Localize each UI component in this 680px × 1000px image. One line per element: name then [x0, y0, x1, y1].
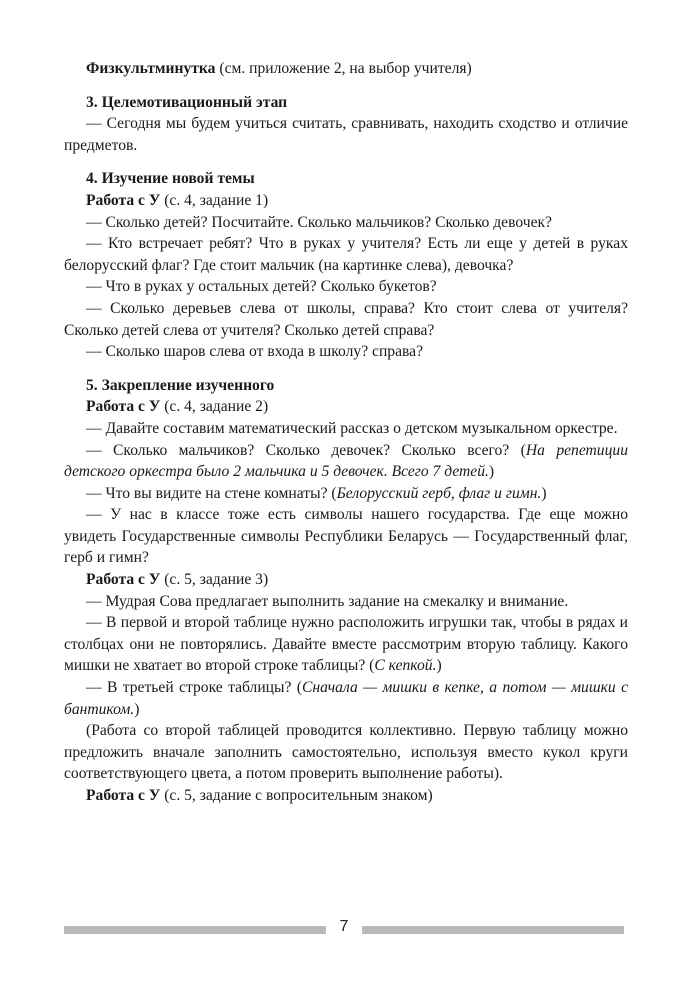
question-2: — Кто встречает ребят? Что в руках у учителя? Есть ли еще у детей в руках белорусский флаг? Где стоит мальчик (на картинке слева), девочка? [64, 235, 628, 274]
section-4-heading [64, 168, 628, 190]
question-1: — Сколько детей? Посчитайте. Сколько мальчиков? Сколько девочек? [86, 213, 552, 231]
section-3-text: — Сегодня мы будем учиться считать, сравнивать, находить сходство и отличие предметов. [64, 115, 628, 154]
question-6: — Давайте составим математический рассказ о детском музыкальном оркестре. [86, 419, 618, 437]
work-1-label: Работа с У [86, 191, 161, 209]
work-2-line [64, 396, 628, 418]
section-3-title: 3. Целемотивационный этап [86, 93, 288, 111]
question-5: — Сколько шаров слева от входа в школу? справа? [86, 343, 424, 361]
note-paragraph: (Работа со второй таблицей проводится коллективно. Первую таблицу можно предложить вначале заполнить самостоятельно, используя вместо кукол круги соответствующего цвета, а потом проверить выполнение работы). [64, 722, 628, 783]
phys-minute-line [64, 58, 628, 80]
question-12 [64, 677, 628, 720]
question-7 [64, 440, 628, 483]
question-4: — Сколько деревьев слева от школы, справа? Кто стоит слева от учителя? Сколько детей слева от учителя? Сколько детей справа? [64, 299, 628, 339]
work-1-line [64, 190, 628, 212]
question-12-close: ) [134, 700, 140, 718]
question-8-text: — Что вы видите на стене комнаты? ( [86, 484, 337, 502]
section-4-title: 4. Изучение новой темы [86, 170, 255, 188]
work-2-ref: (с. 4, задание 2) [160, 398, 269, 416]
section-3-heading [64, 92, 628, 114]
work-1-ref: (с. 4, задание 1) [160, 191, 269, 209]
question-12-text: — В третьей строке таблицы? ( [86, 679, 302, 697]
question-3: — Что в руках у остальных детей? Сколько букетов? [86, 278, 437, 296]
page-number: 7 [339, 918, 349, 935]
question-10: — Мудрая Сова предлагает выполнить задание на смекалку и внимание. [86, 592, 569, 610]
question-7-text: — Сколько мальчиков? Сколько девочек? Сколько всего? ( [86, 441, 526, 459]
question-8-answer: Белорусский герб, флаг и гимн. [336, 484, 542, 502]
question-11-answer: С кепкой. [374, 657, 437, 675]
work-2-label: Работа с У [86, 398, 161, 416]
question-11-close: ) [436, 657, 442, 675]
question-12-answer: Сначала — мишки в кепке, а потом — мишки с бантиком. [64, 679, 628, 718]
question-8-close: ) [541, 484, 547, 502]
work-3-line [64, 569, 628, 591]
question-7-close: ) [488, 463, 495, 481]
question-11 [64, 612, 628, 677]
question-8 [64, 483, 628, 505]
question-11-text: — В первой и второй таблице нужно расположить игрушки так, чтобы в рядах и столбцах они не повторялись. Давайте вместе рассмотрим вторую таблицу. Какого мишки не хватает во второй строке таблицы? ( [64, 614, 628, 675]
phys-minute-label: Физкультминутка [86, 60, 216, 77]
work-3-label: Работа с У [86, 571, 161, 589]
phys-minute-note: (см. приложение 2, на выбор учителя) [215, 60, 472, 77]
work-4-line [64, 785, 628, 807]
question-7-answer: На репетиции детского оркестра было 2 мальчика и 5 девочек. Всего 7 детей. [64, 441, 628, 481]
page-body [64, 58, 628, 807]
footer-bar-left [64, 926, 326, 934]
work-4-label: Работа с У [86, 787, 161, 804]
footer-bar-right [362, 926, 624, 934]
section-5-title: 5. Закрепление изученного [86, 376, 275, 394]
section-5-heading [64, 375, 628, 397]
question-9: — У нас в классе тоже есть символы нашего государства. Где еще можно увидеть Государственные символы Республики Беларусь — Государственный флаг, герб и гимн? [64, 506, 628, 567]
work-3-ref: (с. 5, задание 3) [160, 571, 269, 589]
work-4-ref: (с. 5, задание с вопросительным знаком) [160, 787, 433, 804]
page-footer [64, 918, 624, 936]
